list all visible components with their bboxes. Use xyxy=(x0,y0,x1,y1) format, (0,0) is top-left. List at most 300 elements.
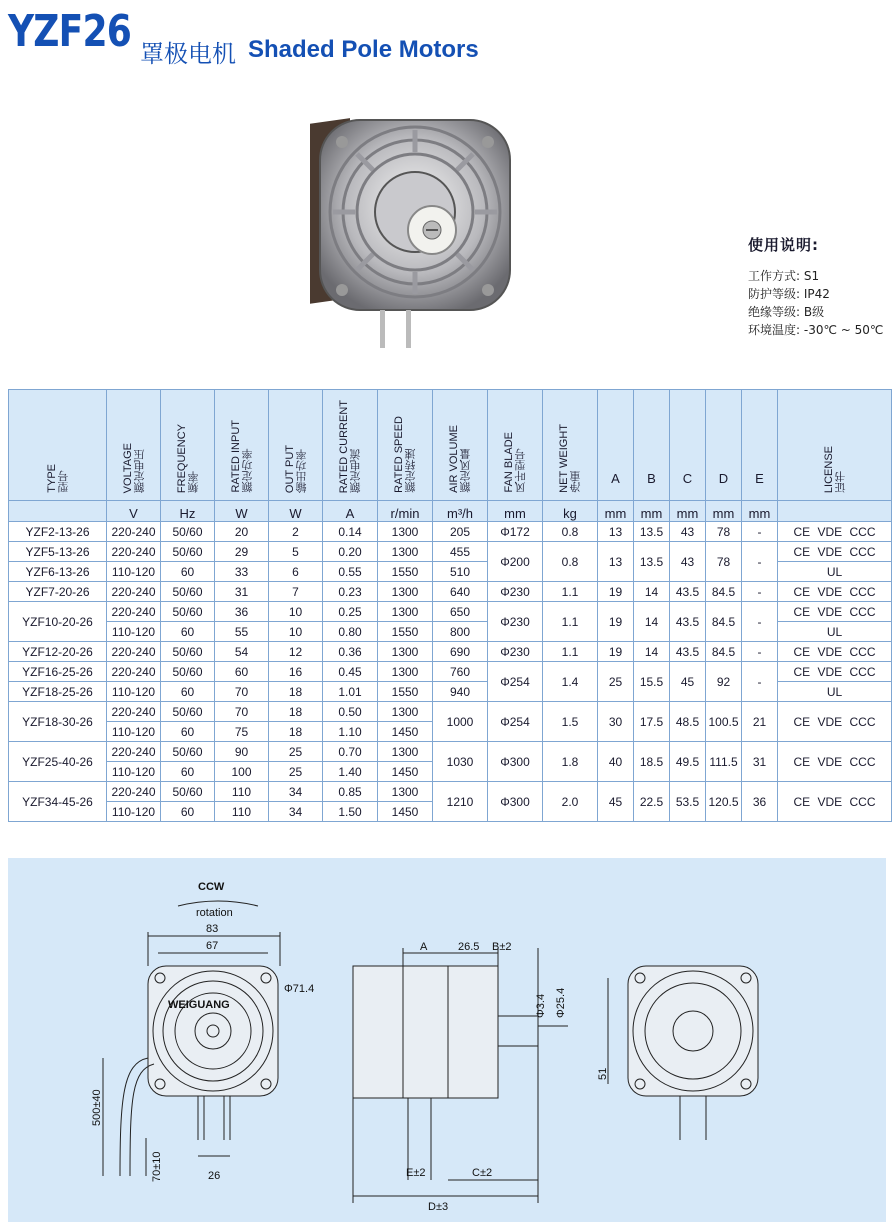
column-header-label xyxy=(503,432,527,493)
table-cell: - xyxy=(742,542,778,582)
table-cell: 50/60 xyxy=(161,582,215,602)
column-header-label xyxy=(393,416,417,493)
table-unit-row xyxy=(9,501,892,522)
table-cell: 110-120 xyxy=(107,762,161,782)
table-cell: 0.23 xyxy=(323,582,378,602)
column-unit: mm xyxy=(488,501,543,522)
table-cell: 33 xyxy=(215,562,269,582)
table-cell: - xyxy=(742,642,778,662)
table-cell: 19 xyxy=(598,582,634,602)
table-row xyxy=(9,522,892,542)
license-cell: CE VDE CCC xyxy=(778,782,892,822)
column-unit xyxy=(9,501,107,522)
table-cell: 1550 xyxy=(378,562,433,582)
header-cn: 频率 xyxy=(187,471,200,493)
column-header xyxy=(9,390,107,501)
header-en: RATED SPEED xyxy=(393,416,405,493)
table-cell: 1030 xyxy=(433,742,488,782)
table-cell: 1.1 xyxy=(543,642,598,662)
model-cell: YZF18-25-26 xyxy=(9,682,107,702)
table-cell: 50/60 xyxy=(161,702,215,722)
table-cell: 60 xyxy=(161,562,215,582)
column-header xyxy=(488,390,543,501)
table-cell: 50/60 xyxy=(161,662,215,682)
dim-phi3-4: Φ3.4 xyxy=(535,993,547,1018)
spec-heading: 使用说明: xyxy=(748,236,819,254)
table-cell: 1450 xyxy=(378,722,433,742)
dim-phi71-4: Φ71.4 xyxy=(284,983,315,995)
table-cell: 43.5 xyxy=(670,582,706,602)
table-cell: 14 xyxy=(634,642,670,662)
table-cell: 84.5 xyxy=(706,602,742,642)
column-header-label xyxy=(823,446,847,493)
table-cell: 15.5 xyxy=(634,662,670,702)
table-cell: - xyxy=(742,522,778,542)
table-cell: 0.80 xyxy=(323,622,378,642)
header-cn: 证书 xyxy=(834,471,847,493)
table-cell: 1.1 xyxy=(543,602,598,642)
header-en: FREQUENCY xyxy=(175,423,188,493)
column-unit: W xyxy=(269,501,323,522)
table-cell: 650 xyxy=(433,602,488,622)
table-cell: 55 xyxy=(215,622,269,642)
table-row xyxy=(9,702,892,722)
table-cell: 2.0 xyxy=(543,782,598,822)
table-cell: 220-240 xyxy=(107,702,161,722)
table-cell: 0.14 xyxy=(323,522,378,542)
table-cell: 1.5 xyxy=(543,702,598,742)
dim-67: 67 xyxy=(206,940,219,952)
column-unit: W xyxy=(215,501,269,522)
column-header-label xyxy=(448,425,472,493)
table-cell: 940 xyxy=(433,682,488,702)
dim-c: C±2 xyxy=(472,1167,493,1179)
column-unit: Hz xyxy=(161,501,215,522)
spec-table xyxy=(8,389,892,822)
table-cell: 0.25 xyxy=(323,602,378,622)
column-header-label: C xyxy=(682,471,693,486)
table-cell: 1300 xyxy=(378,742,433,762)
table-cell: 1000 xyxy=(433,702,488,742)
table-cell: Φ300 xyxy=(488,782,543,822)
column-header xyxy=(778,390,892,501)
table-cell: 640 xyxy=(433,582,488,602)
column-unit: mm xyxy=(742,501,778,522)
table-cell: 1.50 xyxy=(323,802,378,822)
column-header-label xyxy=(46,464,70,493)
table-cell: 0.55 xyxy=(323,562,378,582)
table-header-row xyxy=(9,390,892,501)
table-cell: 1450 xyxy=(378,762,433,782)
table-cell: 1.4 xyxy=(543,662,598,702)
table-cell: 50/60 xyxy=(161,522,215,542)
table-cell: 78 xyxy=(706,522,742,542)
header-cn: 额定功率 xyxy=(241,449,254,493)
table-cell: 110-120 xyxy=(107,622,161,642)
dimension-drawing xyxy=(8,858,886,1222)
license-cell: CE VDE CCC xyxy=(778,742,892,782)
column-header-label xyxy=(176,424,200,493)
dim-83: 83 xyxy=(206,923,219,935)
table-cell: 5 xyxy=(269,542,323,562)
table-cell: 0.70 xyxy=(323,742,378,762)
table-cell: 50/60 xyxy=(161,642,215,662)
table-cell: 45 xyxy=(670,662,706,702)
table-cell: 1.10 xyxy=(323,722,378,742)
title-chinese: 罩极电机 xyxy=(140,40,236,68)
column-unit: mm xyxy=(634,501,670,522)
table-cell: 110 xyxy=(215,782,269,802)
table-row xyxy=(9,782,892,802)
table-cell: 1300 xyxy=(378,522,433,542)
table-cell: 60 xyxy=(215,662,269,682)
table-cell: 13.5 xyxy=(634,522,670,542)
table-cell: 220-240 xyxy=(107,662,161,682)
table-cell: - xyxy=(742,602,778,642)
table-cell: 760 xyxy=(433,662,488,682)
column-unit: V xyxy=(107,501,161,522)
table-cell: 43 xyxy=(670,522,706,542)
table-cell: 110-120 xyxy=(107,802,161,822)
column-unit: m³/h xyxy=(433,501,488,522)
table-cell: 50/60 xyxy=(161,742,215,762)
title-english: Shaded Pole Motors xyxy=(248,36,479,63)
spec-row xyxy=(748,321,883,339)
header-cn: 额定电压 xyxy=(133,449,146,493)
header-cn: 净重 xyxy=(570,471,582,493)
table-cell: 43.5 xyxy=(670,602,706,642)
dim-51: 51 xyxy=(597,1067,609,1080)
table-cell: 60 xyxy=(161,622,215,642)
table-cell: 1300 xyxy=(378,602,433,622)
table-cell: 50/60 xyxy=(161,542,215,562)
table-cell: 54 xyxy=(215,642,269,662)
table-cell: 1550 xyxy=(378,682,433,702)
column-unit: mm xyxy=(706,501,742,522)
table-cell: 14 xyxy=(634,602,670,642)
column-header xyxy=(543,390,598,501)
column-header-label xyxy=(230,420,254,493)
table-cell: 0.85 xyxy=(323,782,378,802)
table-cell: 18 xyxy=(269,722,323,742)
spec-row xyxy=(748,303,883,321)
table-cell: 1300 xyxy=(378,642,433,662)
rotation-label: rotation xyxy=(196,907,233,919)
table-cell: Φ200 xyxy=(488,542,543,582)
column-header-label xyxy=(122,443,146,493)
dim-26: 26 xyxy=(208,1170,221,1182)
table-cell: 70 xyxy=(215,682,269,702)
column-header xyxy=(670,390,706,501)
column-unit: r/min xyxy=(378,501,433,522)
table-cell: 10 xyxy=(269,622,323,642)
license-cell: CE VDE CCC xyxy=(778,602,892,622)
table-cell: - xyxy=(742,582,778,602)
motor-photo xyxy=(280,100,520,360)
table-cell: 31 xyxy=(742,742,778,782)
table-cell: 31 xyxy=(215,582,269,602)
model-cell: YZF25-40-26 xyxy=(9,742,107,782)
table-cell: 22.5 xyxy=(634,782,670,822)
spec-label: 防护等级: xyxy=(748,287,801,301)
model-cell: YZF12-20-26 xyxy=(9,642,107,662)
table-cell: 1300 xyxy=(378,662,433,682)
table-cell: 12 xyxy=(269,642,323,662)
header-en: AIR VOLUME xyxy=(448,425,460,493)
table-row xyxy=(9,602,892,622)
table-cell: 16 xyxy=(269,662,323,682)
table-cell: 100.5 xyxy=(706,702,742,742)
table-cell: 84.5 xyxy=(706,642,742,662)
table-cell: 49.5 xyxy=(670,742,706,782)
usage-spec xyxy=(748,234,883,339)
table-cell: Φ230 xyxy=(488,582,543,602)
header-cn: 额定转速 xyxy=(405,449,417,493)
table-cell: 2 xyxy=(269,522,323,542)
header-cn: 风叶型号 xyxy=(515,449,527,493)
table-cell: 19 xyxy=(598,602,634,642)
table-cell: 40 xyxy=(598,742,634,782)
table-cell: 0.20 xyxy=(323,542,378,562)
table-row xyxy=(9,542,892,562)
table-cell: 110-120 xyxy=(107,682,161,702)
model-cell: YZF34-45-26 xyxy=(9,782,107,822)
license-cell: CE VDE CCC xyxy=(778,582,892,602)
table-cell: 455 xyxy=(433,542,488,562)
table-cell: 220-240 xyxy=(107,602,161,622)
column-header-label: D xyxy=(718,471,729,486)
table-cell: Φ254 xyxy=(488,662,543,702)
table-cell: 50/60 xyxy=(161,782,215,802)
table-cell: 1450 xyxy=(378,802,433,822)
table-cell: 20 xyxy=(215,522,269,542)
table-cell: 7 xyxy=(269,582,323,602)
table-cell: 10 xyxy=(269,602,323,622)
table-cell: 45 xyxy=(598,782,634,822)
license-cell: CE VDE CCC xyxy=(778,702,892,742)
table-cell: 43.5 xyxy=(670,642,706,662)
table-cell: 220-240 xyxy=(107,642,161,662)
dim-phi25-4: Φ25.4 xyxy=(555,987,567,1018)
model-cell: YZF16-25-26 xyxy=(9,662,107,682)
license-cell: CE VDE CCC xyxy=(778,662,892,682)
table-cell: 60 xyxy=(161,682,215,702)
table-row xyxy=(9,662,892,682)
license-cell: CE VDE CCC xyxy=(778,542,892,562)
table-cell: 84.5 xyxy=(706,582,742,602)
table-cell: 220-240 xyxy=(107,542,161,562)
column-header-label: E xyxy=(755,471,764,486)
table-cell: 60 xyxy=(161,762,215,782)
table-cell: 21 xyxy=(742,702,778,742)
table-cell: 1300 xyxy=(378,582,433,602)
model-cell: YZF7-20-26 xyxy=(9,582,107,602)
table-cell: 0.8 xyxy=(543,542,598,582)
table-cell: 17.5 xyxy=(634,702,670,742)
column-header xyxy=(378,390,433,501)
license-cell: UL xyxy=(778,622,892,642)
table-cell: 25 xyxy=(269,762,323,782)
license-cell: UL xyxy=(778,682,892,702)
dim-lead-length: 500±40 xyxy=(91,1089,103,1126)
column-header xyxy=(107,390,161,501)
table-cell: 19 xyxy=(598,642,634,662)
table-row xyxy=(9,582,892,602)
dim-e: E±2 xyxy=(406,1167,426,1179)
column-header xyxy=(215,390,269,501)
table-cell: 25 xyxy=(598,662,634,702)
table-cell: 220-240 xyxy=(107,582,161,602)
table-cell: 43 xyxy=(670,542,706,582)
header-en: VOLTAGE xyxy=(121,442,134,493)
dim-lead-strip: 70±10 xyxy=(151,1151,163,1182)
table-row xyxy=(9,742,892,762)
header-cn: 输出功率 xyxy=(295,449,308,493)
model-cell: YZF2-13-26 xyxy=(9,522,107,542)
spec-value: -30℃ ~ 50℃ xyxy=(803,323,884,337)
table-cell: Φ230 xyxy=(488,602,543,642)
column-unit: mm xyxy=(670,501,706,522)
license-cell: UL xyxy=(778,562,892,582)
dim-a: A xyxy=(420,941,428,953)
column-header xyxy=(161,390,215,501)
license-cell: CE VDE CCC xyxy=(778,522,892,542)
table-cell: 53.5 xyxy=(670,782,706,822)
table-cell: 78 xyxy=(706,542,742,582)
dim-d: D±3 xyxy=(428,1201,449,1213)
table-cell: 110-120 xyxy=(107,562,161,582)
table-cell: 29 xyxy=(215,542,269,562)
column-header xyxy=(634,390,670,501)
table-cell: 120.5 xyxy=(706,782,742,822)
table-cell: 34 xyxy=(269,802,323,822)
spec-label: 工作方式: xyxy=(748,269,801,283)
table-cell: 205 xyxy=(433,522,488,542)
table-cell: Φ172 xyxy=(488,522,543,542)
table-cell: 1.01 xyxy=(323,682,378,702)
spec-value: S1 xyxy=(803,269,820,283)
column-header-label xyxy=(558,424,582,493)
dim-26-5: 26.5 xyxy=(458,941,480,953)
model-cell: YZF18-30-26 xyxy=(9,702,107,742)
table-cell: 1550 xyxy=(378,622,433,642)
header-en: RATED INPUT xyxy=(229,420,242,493)
license-cell: CE VDE CCC xyxy=(778,642,892,662)
table-cell: 25 xyxy=(269,742,323,762)
model-cell: YZF6-13-26 xyxy=(9,562,107,582)
header-en: RATED CURRENT xyxy=(338,399,350,493)
table-cell: 50/60 xyxy=(161,602,215,622)
table-row xyxy=(9,642,892,662)
column-header-label: B xyxy=(647,471,656,486)
table-cell: 0.45 xyxy=(323,662,378,682)
spec-value: IP42 xyxy=(803,287,830,301)
table-cell: 0.50 xyxy=(323,702,378,722)
column-header xyxy=(433,390,488,501)
table-cell: 220-240 xyxy=(107,742,161,762)
column-header xyxy=(598,390,634,501)
header-en: TYPE xyxy=(45,464,58,493)
column-unit: kg xyxy=(543,501,598,522)
table-cell: Φ254 xyxy=(488,702,543,742)
column-header xyxy=(706,390,742,501)
dim-b: B±2 xyxy=(492,941,512,953)
table-cell: 220-240 xyxy=(107,782,161,802)
table-cell: 6 xyxy=(269,562,323,582)
table-cell: 60 xyxy=(161,802,215,822)
spec-label: 环境温度: xyxy=(748,323,801,337)
header-cn: 型号 xyxy=(57,471,70,493)
column-header xyxy=(742,390,778,501)
column-unit: A xyxy=(323,501,378,522)
table-cell: 60 xyxy=(161,722,215,742)
table-cell: Φ230 xyxy=(488,642,543,662)
table-cell: 510 xyxy=(433,562,488,582)
column-header-label xyxy=(338,400,362,493)
table-cell: 48.5 xyxy=(670,702,706,742)
model-cell: YZF5-13-26 xyxy=(9,542,107,562)
table-cell: 1300 xyxy=(378,702,433,722)
model-title: YZF26 xyxy=(8,6,132,57)
table-cell: 14 xyxy=(634,582,670,602)
table-cell: 1.1 xyxy=(543,582,598,602)
table-cell: 220-240 xyxy=(107,522,161,542)
table-cell: 13 xyxy=(598,522,634,542)
table-cell: 1.8 xyxy=(543,742,598,782)
header-en: OUT PUT xyxy=(283,444,296,493)
table-cell: 36 xyxy=(215,602,269,622)
table-cell: 0.8 xyxy=(543,522,598,542)
table-cell: - xyxy=(742,662,778,702)
table-cell: 70 xyxy=(215,702,269,722)
table-cell: 75 xyxy=(215,722,269,742)
table-cell: 110 xyxy=(215,802,269,822)
table-cell: Φ300 xyxy=(488,742,543,782)
table-cell: 18 xyxy=(269,702,323,722)
table-cell: 1300 xyxy=(378,782,433,802)
table-cell: 1300 xyxy=(378,542,433,562)
table-cell: 34 xyxy=(269,782,323,802)
header-en: NET WEIGHT xyxy=(558,424,570,493)
table-cell: 13.5 xyxy=(634,542,670,582)
table-cell: 92 xyxy=(706,662,742,702)
table-cell: 36 xyxy=(742,782,778,822)
column-unit xyxy=(778,501,892,522)
drawing-svg xyxy=(8,858,886,1222)
spec-row xyxy=(748,285,883,303)
table-cell: 110-120 xyxy=(107,722,161,742)
spec-value: B级 xyxy=(803,305,825,319)
spec-label: 绝缘等级: xyxy=(748,305,801,319)
table-cell: 100 xyxy=(215,762,269,782)
column-header-label xyxy=(284,445,308,493)
column-header xyxy=(323,390,378,501)
rotation-code: CCW xyxy=(198,881,225,893)
table-cell: 1.40 xyxy=(323,762,378,782)
table-cell: 800 xyxy=(433,622,488,642)
header-en: LICENSE xyxy=(822,445,835,493)
column-header-label: A xyxy=(611,471,620,486)
header-cn: 额定风量 xyxy=(460,449,472,493)
table-cell: 18 xyxy=(269,682,323,702)
table-cell: 0.36 xyxy=(323,642,378,662)
table-cell: 90 xyxy=(215,742,269,762)
table-cell: 1210 xyxy=(433,782,488,822)
header-cn: 额定电流 xyxy=(350,449,362,493)
spec-row xyxy=(748,267,883,285)
table-cell: 18.5 xyxy=(634,742,670,782)
brand-mark: WEIGUANG xyxy=(168,999,230,1011)
